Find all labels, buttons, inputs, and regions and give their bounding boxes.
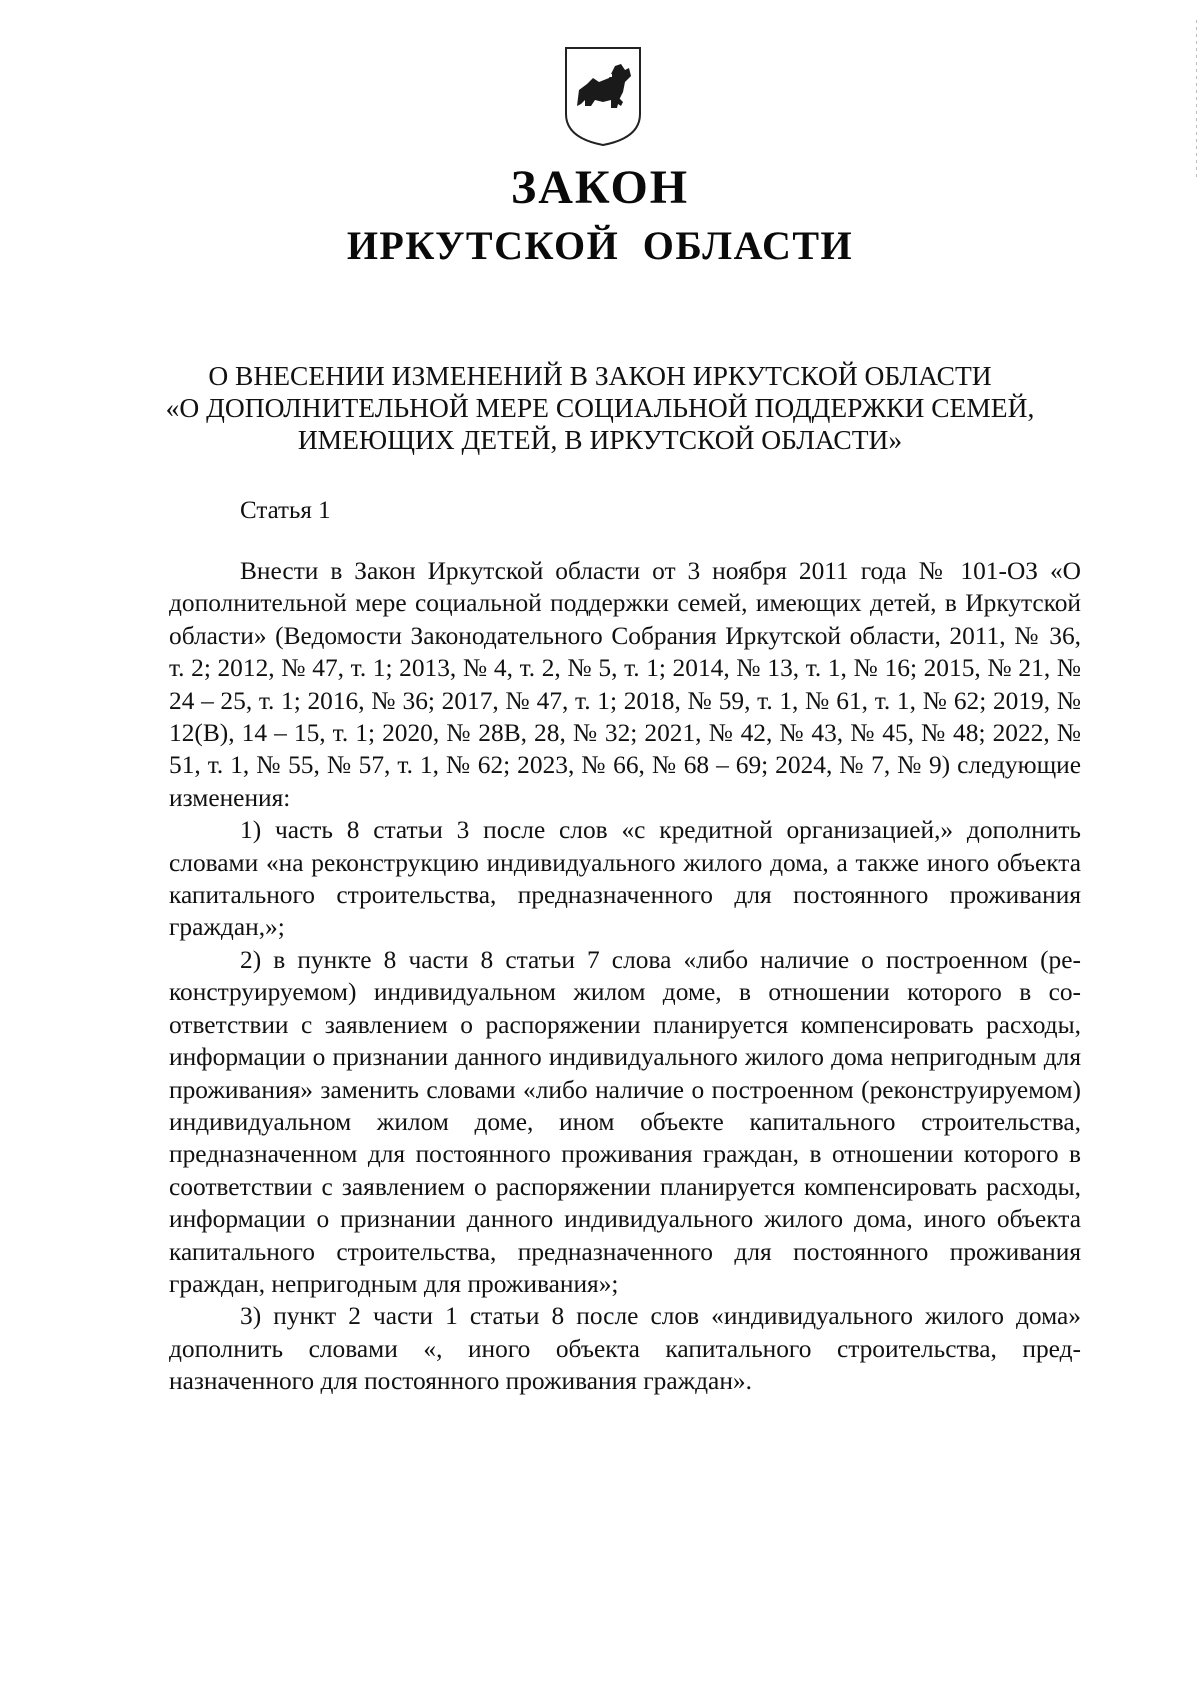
article-body [169, 555, 1081, 1398]
article-heading: Статья 1 [240, 497, 331, 524]
subject-line: «О ДОПОЛНИТЕЛЬНОЙ МЕРЕ СОЦИАЛЬНОЙ ПОДДЕРЖКИ СЕМЕЙ, [165, 392, 1035, 423]
subject-line: ИМЕЮЩИХ ДЕТЕЙ, В ИРКУТСКОЙ ОБЛАСТИ» [297, 424, 903, 455]
scan-edge [1196, 20, 1197, 180]
law-subject-heading [100, 360, 1100, 456]
paragraph-item-3: 3) пункт 2 части 1 статьи 8 после слов «индивидуального жилого дома» дополнить словами «, иного объекта капитального строительства, предназначенного для постоянного проживания граждан». [169, 1302, 1081, 1396]
law-region: ИРКУТСКОЙ ОБЛАСТИ [346, 223, 854, 268]
law-title: ЗАКОН [510, 161, 690, 214]
paragraph-item-2: 2) в пункте 8 части 8 статьи 7 слова «либо наличие о построенном (реконструируемом) индивидуальном жилом доме, в отношении которого в соответствии с заявлением о распоряжении планируется компенсировать расходы, информации о признании данного индивидуального жилого дома непригодным для проживания» заменить словами «либо наличие о построенном (реконструируемом) индивидуальном жилом доме, ином объекте капитального строительства, предназначенном для постоянного проживания граждан, в отношении которого в соответствии с заявлением о распоряжении планируется компенсировать расходы, информации о признании данного индивидуального жилого дома, иного объекта капитального строительства, предназначенного для постоянного проживания граждан, непригодным для проживания»; [169, 945, 1081, 1298]
irkutsk-coat-of-arms-icon [563, 44, 643, 148]
subject-line: О ВНЕСЕНИИ ИЗМЕНЕНИЙ В ЗАКОН ИРКУТСКОЙ ОБЛАСТИ [208, 360, 992, 391]
paragraph-intro: Внести в Закон Иркутской области от 3 ноября 2011 года № 101-ОЗ «О дополнительной мере социальной поддержки семей, имеющих детей, в Иркутской области» (Ведомости Законодательного Собрания Иркутской области, 2011, № 36, т. 2; 2012, № 47, т. 1; 2013, № 4, т. 2, № 5, т. 1; 2014, № 13, т. 1, № 16; 2015, № 21, № 24 – 25, т. 1; 2016, № 36; 2017, № 47, т. 1; 2018, № 59, т. 1, № 61, т. 1, № 62; 2019, № 12(В), 14 – 15, т. 1; 2020, № 28В, 28, № 32; 2021, № 42, № 43, № 45, № 48; 2022, № 51, т. 1, № 55, № 57, т. 1, № 62; 2023, № 66, № 68 – 69; 2024, № 7, № 9) следующие изменения: [169, 557, 1081, 812]
paragraph-item-1: 1) часть 8 статьи 3 после слов «с кредитной организацией,» дополнить словами «на реконструкцию индивидуального жилого дома, а также иного объекта капитального строительства, предназначенного для постоянного проживания граждан,»; [169, 816, 1081, 942]
